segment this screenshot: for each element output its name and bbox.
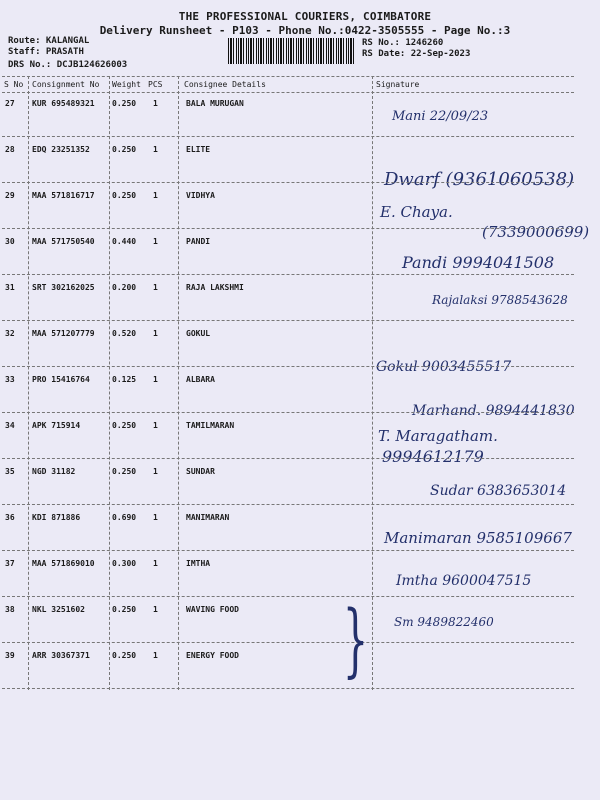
row-weight: 0.250 [112,191,137,200]
row-divider [2,458,574,459]
barcode-image [228,38,354,64]
rs-date: RS Date: 22-Sep-2023 [362,49,471,59]
col-header-sno: S No [4,80,24,89]
row-consignment-no: MAA 571816717 [32,191,95,200]
col-header-pcs: PCS [148,80,163,89]
row-consignee: GOKUL [186,329,211,338]
row-consignee: MANIMARAN [186,513,230,522]
row-sno: 29 [5,191,15,200]
row-pcs: 1 [153,283,158,292]
drs-number: DRS No.: DCJB124626003 [8,60,128,70]
row-consignee: ELITE [186,145,211,154]
row-weight: 0.690 [112,513,137,522]
row-pcs: 1 [153,99,158,108]
row-consignee: IMTHA [186,559,211,568]
handwritten-signature: (7339000699) [482,223,590,241]
row-weight: 0.250 [112,145,137,154]
row-sno: 34 [5,421,15,430]
row-weight: 0.250 [112,605,137,614]
handwritten-signature: Marhand. 9894441830 [412,403,575,419]
signature-area [372,657,600,703]
staff-label: Staff: PRASATH [8,47,84,57]
row-consignee: PANDI [186,237,211,246]
row-pcs: 1 [153,651,158,660]
row-weight: 0.520 [112,329,137,338]
col-header-signature: Signature [376,80,420,89]
row-consignment-no: EDQ 23251352 [32,145,90,154]
row-consignee: TAMILMARAN [186,421,235,430]
row-sno: 30 [5,237,15,246]
row-pcs: 1 [153,191,158,200]
col-header-consignment: Consignment No [32,80,100,89]
row-sno: 32 [5,329,15,338]
row-divider [2,136,574,137]
row-consignment-no: KDI 871886 [32,513,81,522]
row-weight: 0.250 [112,651,137,660]
handwritten-signature: Dwarf (9361060538) [384,169,575,190]
handwritten-signature: E. Chaya. [380,203,453,221]
row-weight: 0.250 [112,421,137,430]
row-pcs: 1 [153,421,158,430]
row-consignment-no: MAA 571207779 [32,329,95,338]
route-label: Route: KALANGAL [8,36,90,46]
row-weight: 0.125 [112,375,137,384]
row-sno: 28 [5,145,15,154]
row-divider [2,412,574,413]
row-consignment-no: SRT 302162025 [32,283,95,292]
bracket-mark: } [342,593,369,686]
handwritten-signature: Sm 9489822460 [394,615,494,629]
row-pcs: 1 [153,375,158,384]
handwritten-signature: Manimaran 9585109667 [384,529,572,547]
row-consignee: ALBARA [186,375,215,384]
row-consignment-no: MAA 571750540 [32,237,95,246]
handwritten-signature: Sudar 6383653014 [430,483,567,499]
row-sno: 33 [5,375,15,384]
col-header-weight: Weight [112,80,141,89]
rs-number: RS No.: 1246260 [362,38,444,48]
row-pcs: 1 [153,559,158,568]
row-divider [2,550,574,551]
company-title: THE PROFESSIONAL COURIERS, COIMBATORE [178,10,432,23]
row-consignee: ENERGY FOOD [186,651,239,660]
row-sno: 39 [5,651,15,660]
runsheet-subtitle: Delivery Runsheet - P103 - Phone No.:0422-3505555 - Page No.:3 [99,24,511,37]
row-consignment-no: NKL 3251602 [32,605,85,614]
row-consignment-no: KUR 695489321 [32,99,95,108]
row-sno: 31 [5,283,15,292]
row-consignment-no: MAA 571869010 [32,559,95,568]
runsheet-header [0,0,600,78]
row-divider [2,228,574,229]
row-divider [2,688,574,689]
row-sno: 37 [5,559,15,568]
row-consignee: VIDHYA [186,191,215,200]
row-consignee: BALA MURUGAN [186,99,244,108]
handwritten-signature: 9994612179 [382,447,484,466]
row-weight: 0.250 [112,467,137,476]
handwritten-signature: Imtha 9600047515 [396,573,532,589]
handwritten-signature: T. Maragatham. [378,427,498,445]
row-consignee: WAVING FOOD [186,605,239,614]
header-top-rule [2,76,574,77]
row-weight: 0.200 [112,283,137,292]
row-consignment-no: PRO 15416764 [32,375,90,384]
row-divider [2,642,574,643]
row-pcs: 1 [153,513,158,522]
row-consignment-no: ARR 30367371 [32,651,90,660]
row-sno: 35 [5,467,15,476]
row-sno: 36 [5,513,15,522]
row-pcs: 1 [153,145,158,154]
handwritten-signature: Pandi 9994041508 [402,253,555,272]
row-divider [2,596,574,597]
row-divider [2,320,574,321]
row-weight: 0.250 [112,99,137,108]
row-weight: 0.440 [112,237,137,246]
row-sno: 38 [5,605,15,614]
handwritten-signature: Mani 22/09/23 [392,109,489,124]
row-consignment-no: NGD 31182 [32,467,76,476]
header-bottom-rule [2,92,574,93]
row-divider [2,366,574,367]
row-pcs: 1 [153,605,158,614]
row-consignee: RAJA LAKSHMI [186,283,244,292]
handwritten-signature: Gokul 9003455517 [376,359,512,375]
row-pcs: 1 [153,237,158,246]
row-consignment-no: APK 715914 [32,421,81,430]
col-header-consignee: Consignee Details [184,80,266,89]
row-divider [2,182,574,183]
row-pcs: 1 [153,329,158,338]
handwritten-signature: Rajalaksi 9788543628 [432,293,568,307]
row-divider [2,274,574,275]
row-sno: 27 [5,99,15,108]
row-weight: 0.300 [112,559,137,568]
row-pcs: 1 [153,467,158,476]
row-consignee: SUNDAR [186,467,215,476]
row-divider [2,504,574,505]
